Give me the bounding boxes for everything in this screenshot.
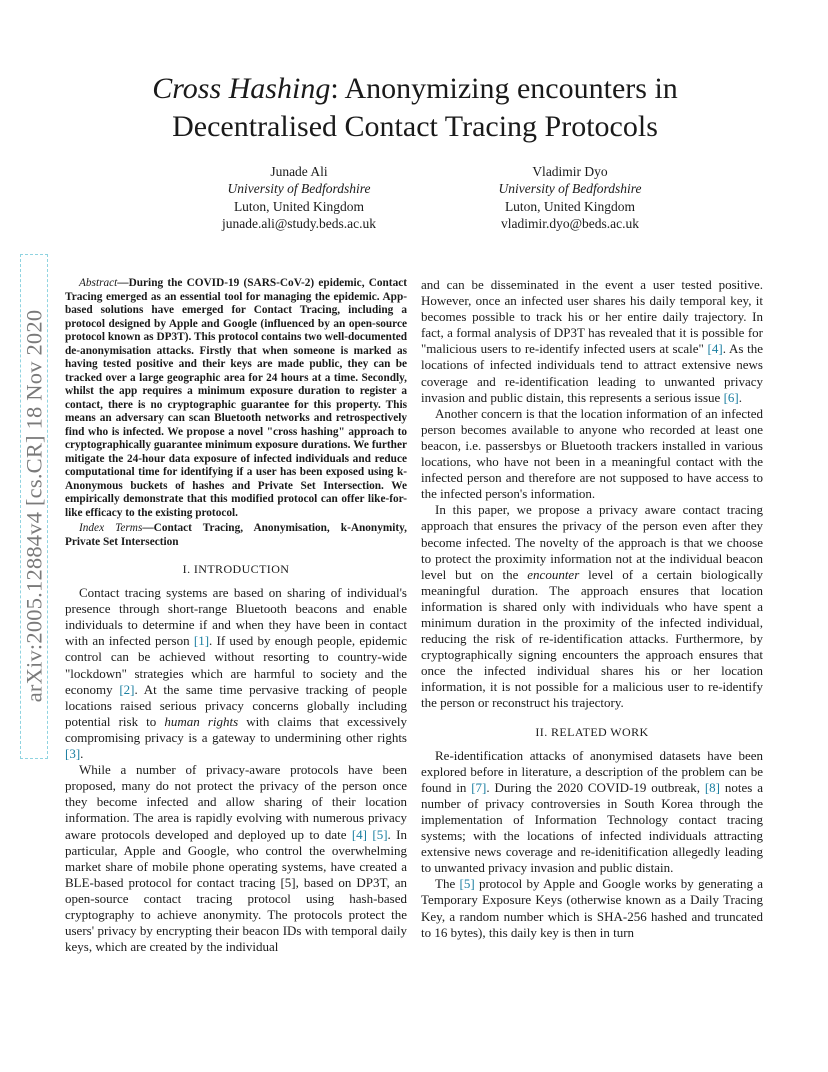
text-run: level of a certain biologically meaningful duration. The approach ensures that location information is shared only with individuals who have spent a minimum duration in the proximity of the infected individual, reducing the risk of re-identification attacks. Furthermore, by cryptographically signing encounters the approach ensures that once the infected individual shares his or her location information, it is not possible for a malicious user to re-identify the person or reconstruct his trajectory. — [421, 566, 763, 711]
intro-paragraph-2 — [65, 762, 407, 955]
text-run: Contact tracing systems are based on sharing of individual's presence through short-range Bluetooth beacons and enable individuals to determine if and when they have been in contact with an infected person — [65, 585, 407, 649]
related-paragraph-2 — [421, 876, 763, 940]
abstract-text: —During the COVID-19 (SARS-CoV-2) epidemic, Contact Tracing emerged as an essential tool for managing the epidemic. App-based solutions have emerged for Contact Tracing, including a protocol designed by Apple and Google (influenced by an open-source protocol known as DP3T). This protocol contains two well-documented de-anonymisation attacks. Firstly that when someone is marked as having tested positive and their keys are made public, they can be tracked over a large geographic area for 24 hours at a time. Secondly, whilst the app requires a minimum exposure duration to register a contact, there is no cryptographic guarantee for this property. This means an adversary can scan Bluetooth networks and retrospectively find who is infected. We propose a novel "cross hashing" approach to cryptographically guarantee minimum exposure durations. We further mitigate the 24-hour data exposure of infected individuals and reduce computational time for identifying if a user has been exposed using k-Anonymous buckets of hashes and Private Set Intersection. We empirically demonstrate that this modified protocol can offer like-for-like efficacy to the existing protocol. — [65, 277, 407, 519]
text-run: . During the 2020 COVID-19 outbreak, — [486, 779, 705, 795]
intro-paragraph-3 — [421, 277, 763, 406]
intro-paragraph-4: Another concern is that the location information of an infected person becomes available to anyone who recorded at least one beacon, i.e. passersbys or Bluetooth trackers installed in various locations, who have not been in a meaningful contact with the infected person and therefore are not supposed to have access to the infected person's information. — [421, 405, 763, 502]
text-run: In this paper, we propose a privacy aware contact tracing approach that ensures the privacy of the person even after they become infected. The novelty of the approach is that we choose to protect the proximity information not at the individual beacon level but on the — [421, 502, 763, 582]
text-run: . At the same time pervasive tracking of people locations raised serious privacy concerns globally including potential risk to — [65, 681, 407, 729]
intro-paragraph-1 — [65, 585, 407, 762]
citation-link[interactable]: [5] — [459, 876, 475, 892]
author-affiliation: University of Bedfordshire — [498, 181, 642, 197]
text-run: with claims that excessively compromising privacy is a gateway to undermining other rights — [65, 713, 407, 745]
author-email: vladimir.dyo@beds.ac.uk — [500, 215, 640, 231]
intro-paragraph-5 — [421, 502, 763, 711]
related-paragraph-1 — [421, 748, 763, 877]
text-run: While a number of privacy-aware protocols have been proposed, many do not protect the privacy of the person once they become infected and allow sharing of their location information. The area is rapidly evolving with numerous privacy aware protocols developed and deployed up to date — [65, 762, 407, 842]
paper-title — [70, 70, 760, 146]
title-line1: : Anonymizing encounters in — [330, 72, 678, 105]
text-run: Re-identification attacks of anonymised datasets have been explored before in literature, a description of the problem can be found in — [421, 747, 763, 795]
citation-link[interactable]: [4] — [351, 826, 368, 842]
text-run: . In particular, Apple and Google, who control the overwhelming market share of mobile phone operating systems, have created a BLE-based protocol for contact tracing [5], based on DP3T, an open-source contact tracing protocol using hash-based cryptography to achieve anonymity. The protocols protect the users' privacy by encrypting their beacon IDs with temporal daily keys, which are created by the individual — [65, 826, 407, 955]
author-name: Vladimir Dyo — [532, 164, 608, 179]
right-column — [421, 277, 763, 941]
emphasis-text: encounter — [527, 566, 580, 582]
left-column — [65, 277, 407, 955]
text-run: notes a number of privacy controversies in South Korea through the implementation of Information Technology contact tracing systems; with the locations of infected individuals attracting extensive news coverage and re-idenitification allegedly leading to unwanted privacy invasion and public distain. — [421, 779, 763, 876]
arxiv-stamp[interactable]: arXiv:2005.12884v4 [cs.CR] 18 Nov 2020 — [21, 309, 47, 703]
citation-link[interactable]: [6] — [723, 389, 739, 405]
title-line2: Decentralised Contact Tracing Protocols — [172, 110, 658, 143]
title-italic: Cross Hashing — [152, 72, 331, 105]
text-run: . — [80, 746, 84, 762]
citation-link[interactable]: [5] — [372, 826, 388, 842]
citation-link[interactable]: [3] — [65, 746, 81, 762]
citation-link[interactable]: [7] — [471, 779, 487, 795]
author-affiliation: University of Bedfordshire — [227, 181, 371, 197]
citation-link[interactable]: [4] — [707, 341, 723, 357]
text-run: . As the locations of infected individuals tend to attract extensive news coverage and re-identification leading to unwanted privacy invasion and public distain, this represents a serious issue — [421, 341, 763, 405]
author-location: Luton, United Kingdom — [233, 198, 365, 214]
text-run: protocol by Apple and Google works by generating a Temporary Exposure Keys (otherwise known as a Daily Tracing Key, a random number which is SHA-256 hashed and truncated to 16 bytes), this daily key is then in turn — [421, 876, 763, 940]
citation-link[interactable]: [2] — [119, 681, 135, 697]
index-terms — [65, 522, 407, 549]
text-run: . If used by enough people, epidemic control can be achieved without resorting to country-wide "lockdown" strategies which are harmful to society and the economy — [65, 633, 408, 697]
abstract-label: Abstract — [79, 277, 118, 289]
citation-link[interactable]: [1] — [193, 633, 210, 649]
arxiv-sidebar — [20, 254, 48, 759]
emphasis-text: human rights — [164, 713, 239, 729]
text-run: . — [738, 389, 742, 405]
author-block-1 — [149, 163, 449, 232]
abstract — [65, 277, 407, 520]
author-block-2 — [420, 163, 720, 232]
section-heading-related-work: II. RELATED WORK — [535, 724, 649, 739]
section-heading-introduction: I. INTRODUCTION — [182, 562, 290, 576]
index-terms-label: Index Terms — [79, 522, 143, 534]
citation-link[interactable]: [8] — [704, 779, 721, 795]
text-run: The — [435, 876, 460, 892]
author-location: Luton, United Kingdom — [504, 198, 636, 214]
author-email: junade.ali@study.beds.ac.uk — [221, 215, 377, 231]
author-name: Junade Ali — [270, 164, 328, 179]
text-run: and can be disseminated in the event a user tested positive. However, once an infected user shares his daily temporal key, it becomes possible to track his or her entire daily trajectory. In fact, a formal analysis of DP3T has revealed that it is possible for "malicious users to re-identify infected users at scale" — [421, 277, 763, 357]
index-terms-text: —Contact Tracing, Anonymisation, k-Anonymity, Private Set Intersection — [65, 522, 408, 548]
